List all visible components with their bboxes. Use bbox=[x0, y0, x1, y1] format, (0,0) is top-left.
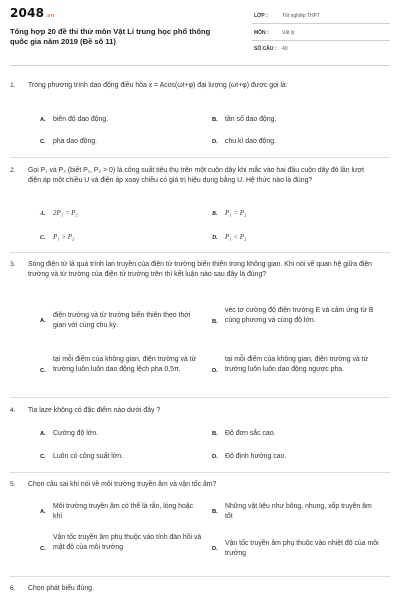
question-text: Gọi P₁ và P₂ (biết P₁, P₂ > 0) là công suất tiêu thụ trên một cuộn dây khi mắc vào hai đầu cuộn dây đó lần lượt điện áp một chiều U và điện áp xoay chiều có giá trị hiệu dụng bằng U. Hệ thức nào là đúng? bbox=[28, 167, 365, 185]
question-text: Trong phương trình dao động điều hòa x = Acos(ωt+φ) đại lượng (ωt+φ) được gọi là: bbox=[28, 82, 288, 89]
option-text: chu kì dao động. bbox=[225, 138, 276, 145]
option-text: tần số dao động. bbox=[225, 116, 277, 123]
option-letter: B. bbox=[212, 431, 218, 437]
document-title: Tổng hợp 20 đề thi thử môn Vật Lí trung học phổ thông quốc gia năm 2019 (Đề số 11) bbox=[10, 27, 211, 46]
option-letter: C. bbox=[40, 546, 46, 552]
question-divider bbox=[10, 252, 390, 253]
meta-count-value: 40 bbox=[282, 46, 288, 52]
option-text: Môi trường truyền âm có thể là rắn, lỏng hoặc khí bbox=[53, 503, 194, 520]
question-text: Sóng điện từ là quá trình lan truyền của điện từ trường biến thiên trong không gian. Khi nói về quan hệ giữa điện trường và từ trường của điện từ trường trên thì kết luận nào sau đây là đúng? bbox=[28, 261, 372, 279]
question-text: Chọn phát biểu đúng. bbox=[28, 585, 94, 592]
option-letter: A. bbox=[40, 211, 46, 217]
option-text: Vận tốc truyền âm phụ thuộc vào nhiệt độ của môi trường bbox=[225, 540, 379, 557]
meta-class-value: Tốt nghiệp THPT bbox=[282, 13, 320, 19]
document-header bbox=[0, 0, 400, 70]
meta-class-label: LỚP : bbox=[254, 13, 268, 19]
question-divider bbox=[10, 157, 390, 158]
meta-subject-value: Vật lý bbox=[282, 30, 295, 36]
option-letter: B. bbox=[212, 509, 218, 515]
option-letter: C. bbox=[40, 139, 46, 145]
option-text: Vận tốc truyền âm phụ thuộc vào tính đàn hồi và mật độ của môi trường bbox=[53, 534, 202, 551]
option-letter: D. bbox=[212, 235, 218, 241]
question-number: 2. bbox=[10, 167, 16, 174]
option-text: P₁ > P₂ bbox=[53, 234, 75, 241]
option-text: pha dao động. bbox=[53, 138, 98, 145]
option-letter: A. bbox=[40, 431, 46, 437]
option-letter: D. bbox=[212, 368, 218, 374]
option-letter: B. bbox=[212, 117, 218, 123]
question-number: 6. bbox=[10, 585, 16, 592]
option-letter: A. bbox=[40, 509, 46, 515]
option-letter: C. bbox=[40, 368, 46, 374]
question-divider bbox=[10, 397, 390, 398]
question-number: 5. bbox=[10, 481, 16, 488]
option-text: véc tơ cường độ điện trường E và cảm ứng từ B cùng phương và cùng độ lớn. bbox=[225, 307, 374, 324]
question-number: 3. bbox=[10, 261, 16, 268]
option-text: điện trường và từ trường biến thiên theo thời gian với cùng chu kỳ. bbox=[53, 312, 191, 329]
option-letter: D. bbox=[212, 139, 218, 145]
question-number: 4. bbox=[10, 407, 16, 414]
option-text: tại mỗi điểm của không gian, điện trường và từ trường luôn luôn dao động ngược pha. bbox=[225, 356, 369, 373]
option-letter: D. bbox=[212, 546, 218, 552]
meta-divider bbox=[252, 40, 390, 41]
meta-class-row bbox=[252, 10, 390, 24]
option-text: Những vật liệu như bông, nhung, xốp truyền âm tốt bbox=[225, 503, 372, 520]
option-text: Cường độ lớn. bbox=[53, 430, 99, 437]
option-text: P₁ < P₂ bbox=[225, 234, 247, 241]
option-letter: C. bbox=[40, 235, 46, 241]
question-divider bbox=[10, 576, 390, 577]
meta-subject-row bbox=[252, 27, 390, 41]
option-text: P₁ = P₂ bbox=[225, 210, 247, 217]
meta-count-label: SỐ CÂU : bbox=[254, 46, 277, 52]
option-text: Độ đơn sắc cao. bbox=[225, 430, 276, 437]
question-text: Tia laze không có đặc điểm nào dưới đây ? bbox=[28, 407, 161, 414]
option-text: Luôn có công suất lớn. bbox=[53, 453, 124, 460]
question-number: 1. bbox=[10, 82, 16, 89]
meta-count-row bbox=[252, 43, 390, 57]
option-letter: C. bbox=[40, 454, 46, 460]
option-text: tại mỗi điểm của không gian, điện trường và từ trường luôn luôn dao động lệch pha 0,5π. bbox=[53, 356, 197, 373]
logo-suffix: .vn bbox=[45, 13, 55, 19]
option-text: 2P₁ = P₂ bbox=[53, 210, 78, 217]
site-logo[interactable] bbox=[10, 6, 55, 20]
meta-divider bbox=[252, 23, 390, 24]
question-text: Chọn câu sai khi nói về môi trường truyền âm và vận tốc âm? bbox=[28, 481, 217, 488]
option-text: Độ định hướng cao. bbox=[225, 453, 287, 460]
option-text: biên độ dao động. bbox=[53, 116, 109, 123]
option-letter: A. bbox=[40, 117, 46, 123]
option-letter: B. bbox=[212, 319, 218, 325]
option-letter: A. bbox=[40, 318, 46, 324]
question-divider bbox=[10, 472, 390, 473]
meta-subject-label: MÔN : bbox=[254, 30, 269, 36]
header-divider bbox=[10, 65, 390, 66]
logo-text: 2048 bbox=[10, 6, 45, 20]
option-letter: D. bbox=[212, 454, 218, 460]
option-letter: B. bbox=[212, 211, 218, 217]
